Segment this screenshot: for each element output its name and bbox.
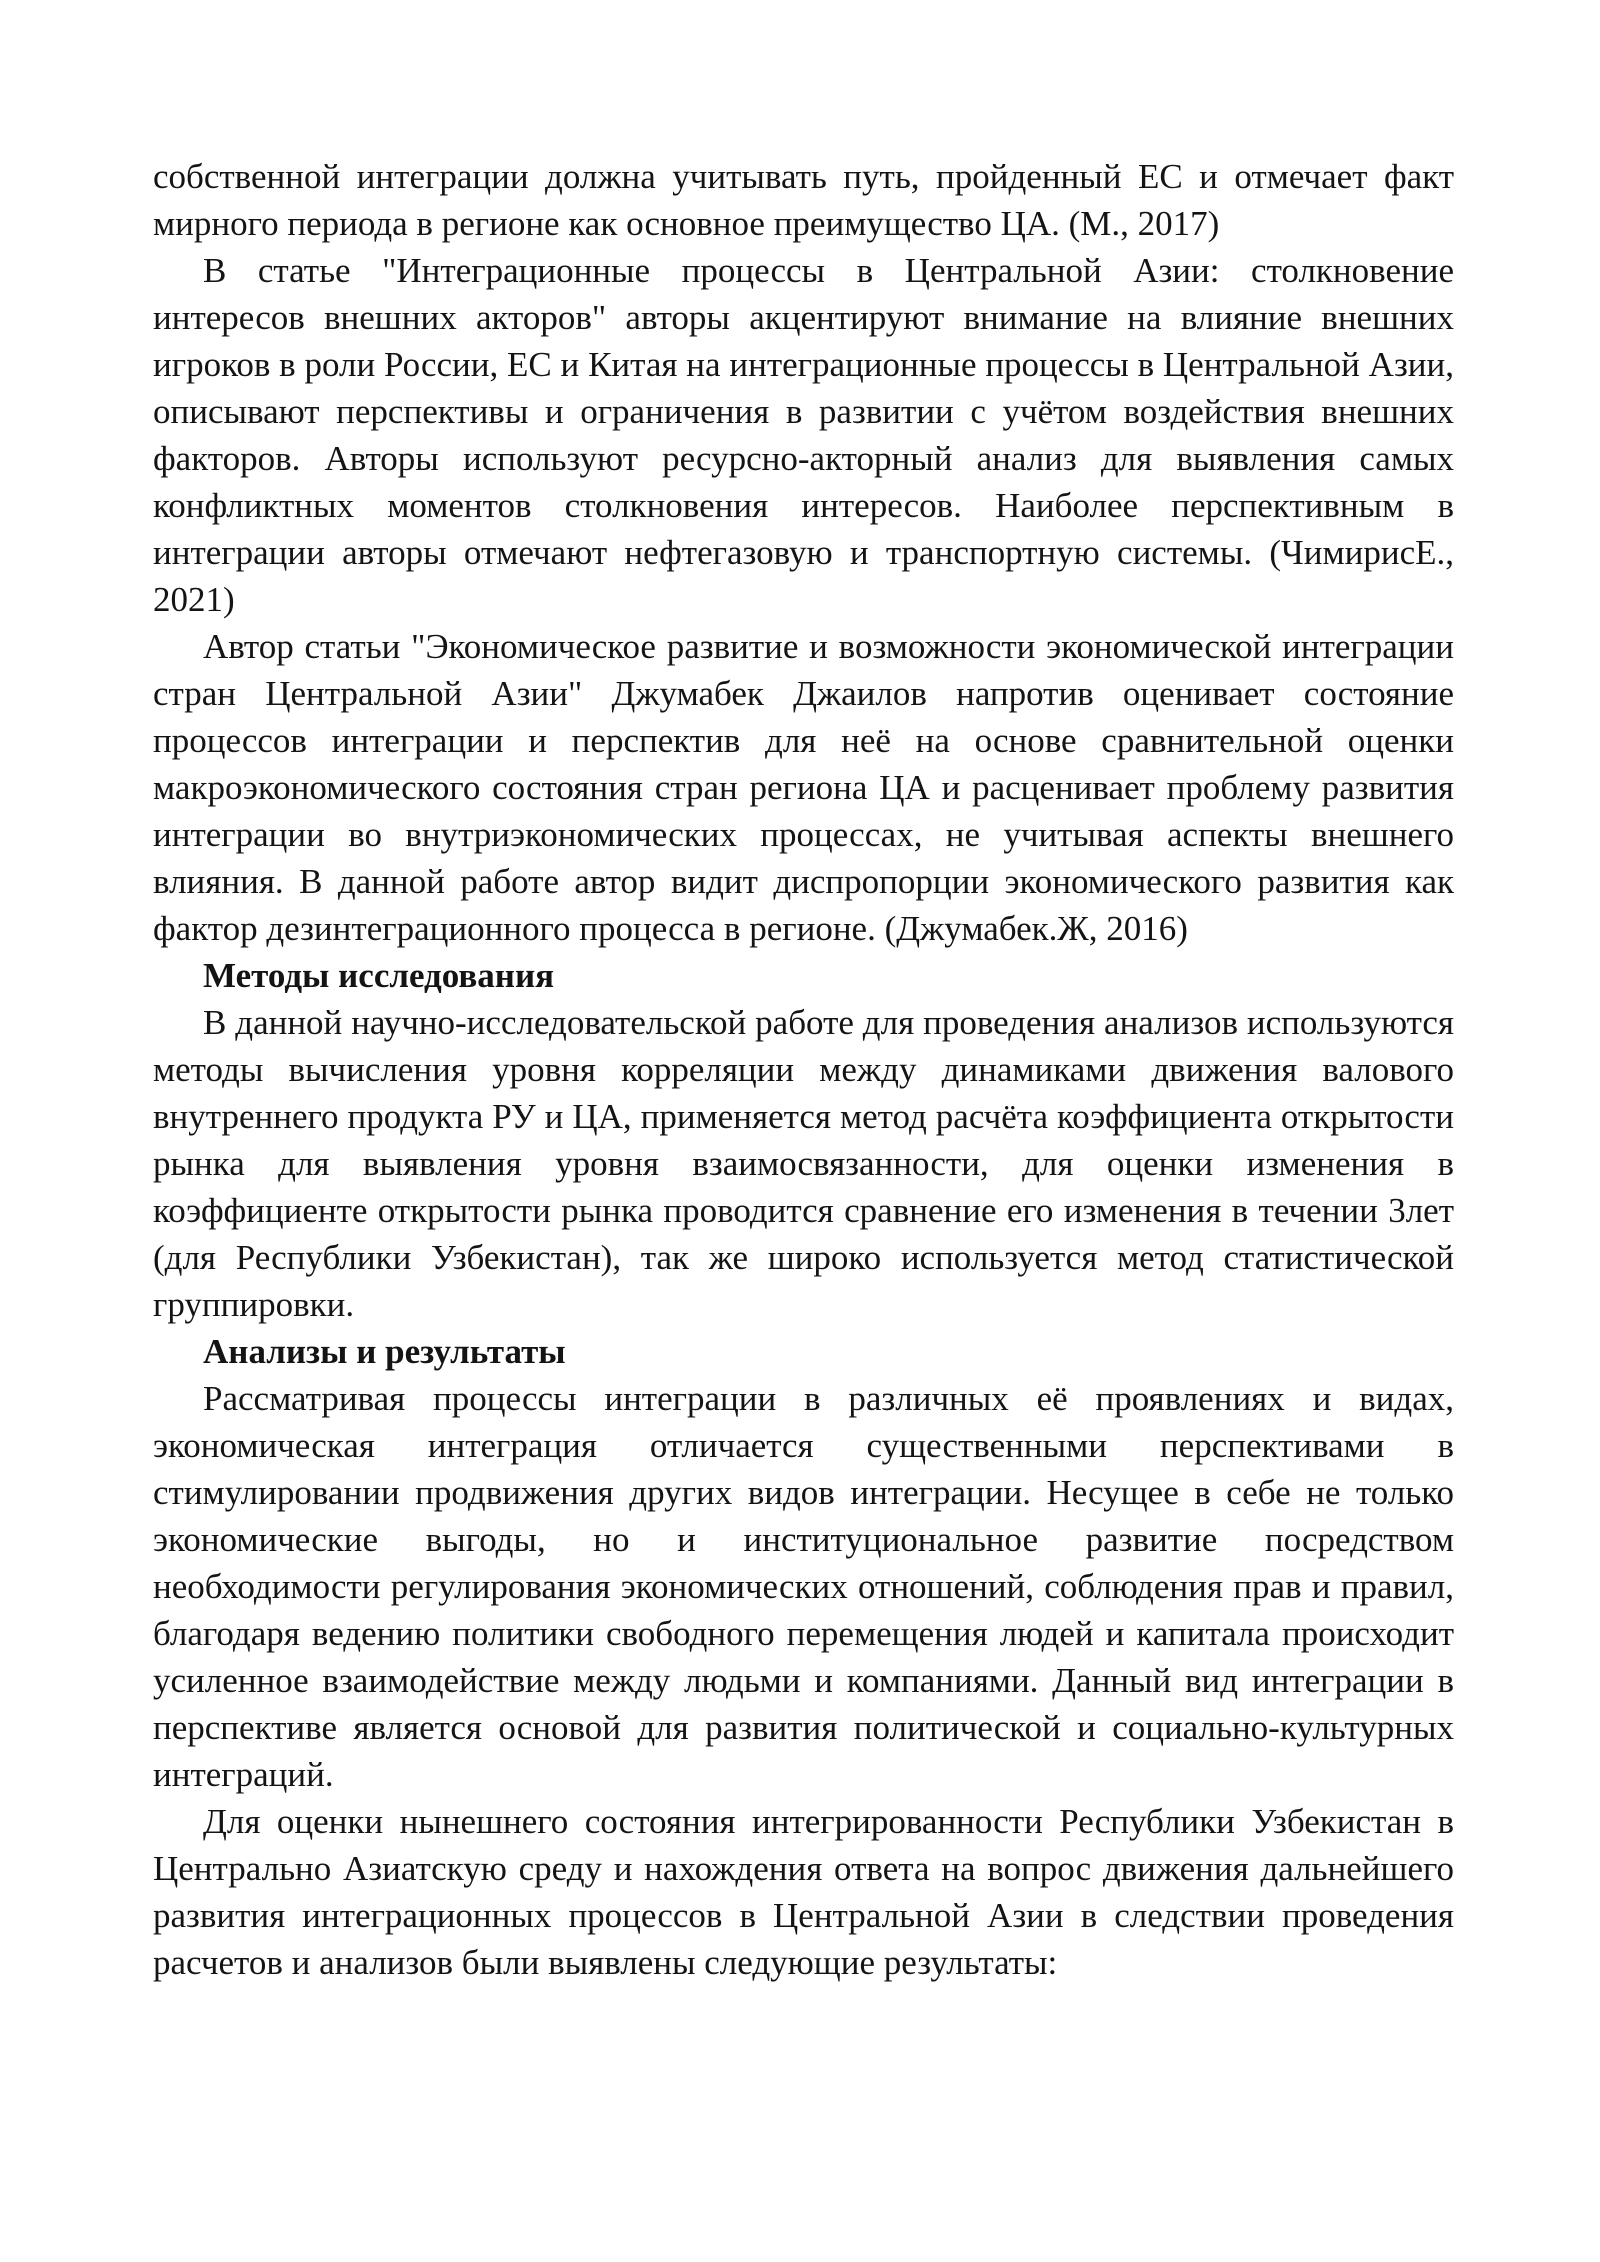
heading-analysis-results: Анализы и результаты xyxy=(203,1332,566,1371)
paragraph-continued-from-previous-page: собственной интеграции должна учитывать путь, пройденный ЕС и отмечает факт мирного периода в регионе как основное преимущество ЦА. (М., 2017) xyxy=(153,157,1454,243)
document-body xyxy=(153,153,1454,1986)
paragraph-results-intro: Для оценки нынешнего состояния интегрированности Республики Узбекистан в Центрально Азиатскую среду и нахождения ответа на вопрос движения дальнейшего развития интеграционных процессов в Центральной Азии в следствии проведения расчетов и анализов были выявлены следующие результаты: xyxy=(153,1802,1454,1982)
heading-research-methods: Методы исследования xyxy=(203,956,555,995)
paragraph-methods: В данной научно-исследовательской работе для проведения анализов используются методы вычисления уровня корреляции между динамиками движения валового внутреннего продукта РУ и ЦА, применяется метод расчёта коэффициента открытости рынка для выявления уровня взаимосвязанности, для оценки изменения в коэффициенте открытости рынка проводится сравнение его изменения в течении 3лет (для Республики Узбекистан), так же широко используется метод статистической группировки. xyxy=(153,1003,1454,1324)
paragraph-chimiris-review: В статье "Интеграционные процессы в Центральной Азии: столкновение интересов внешних акторов" авторы акцентируют внимание на влияние внешних игроков в роли России, ЕС и Китая на интеграционные процессы в Центральной Азии, описывают перспективы и ограничения в развитии с учётом воздействия внешних факторов. Авторы используют ресурсно-акторный анализ для выявления самых конфликтных моментов столкновения интересов. Наиболее перспективным в интеграции авторы отмечают нефтегазовую и транспортную системы. (ЧимирисЕ., 2021) xyxy=(153,251,1454,619)
paragraph-dzhumabek-review: Автор статьи "Экономическое развитие и возможности экономической интеграции стран Центральной Азии" Джумабек Джаилов напротив оценивает состояние процессов интеграции и перспектив для неё на основе сравнительной оценки макроэкономического состояния стран региона ЦА и расценивает проблему развития интеграции во внутриэкономических процессах, не учитывая аспекты внешнего влияния. В данной работе автор видит диспропорции экономического развития как фактор дезинтеграционного процесса в регионе. (Джумабек.Ж, 2016) xyxy=(153,627,1454,948)
paragraph-economic-integration: Рассматривая процессы интеграции в различных её проявлениях и видах, экономическая интеграция отличается существенными перспективами в стимулировании продвижения других видов интеграции. Несущее в себе не только экономические выгоды, но и институциональное развитие посредством необходимости регулирования экономических отношений, соблюдения прав и правил, благодаря ведению политики свободного перемещения людей и капитала происходит усиленное взаимодействие между людьми и компаниями. Данный вид интеграции в перспективе является основой для развития политической и социально-культурных интеграций. xyxy=(153,1379,1454,1794)
